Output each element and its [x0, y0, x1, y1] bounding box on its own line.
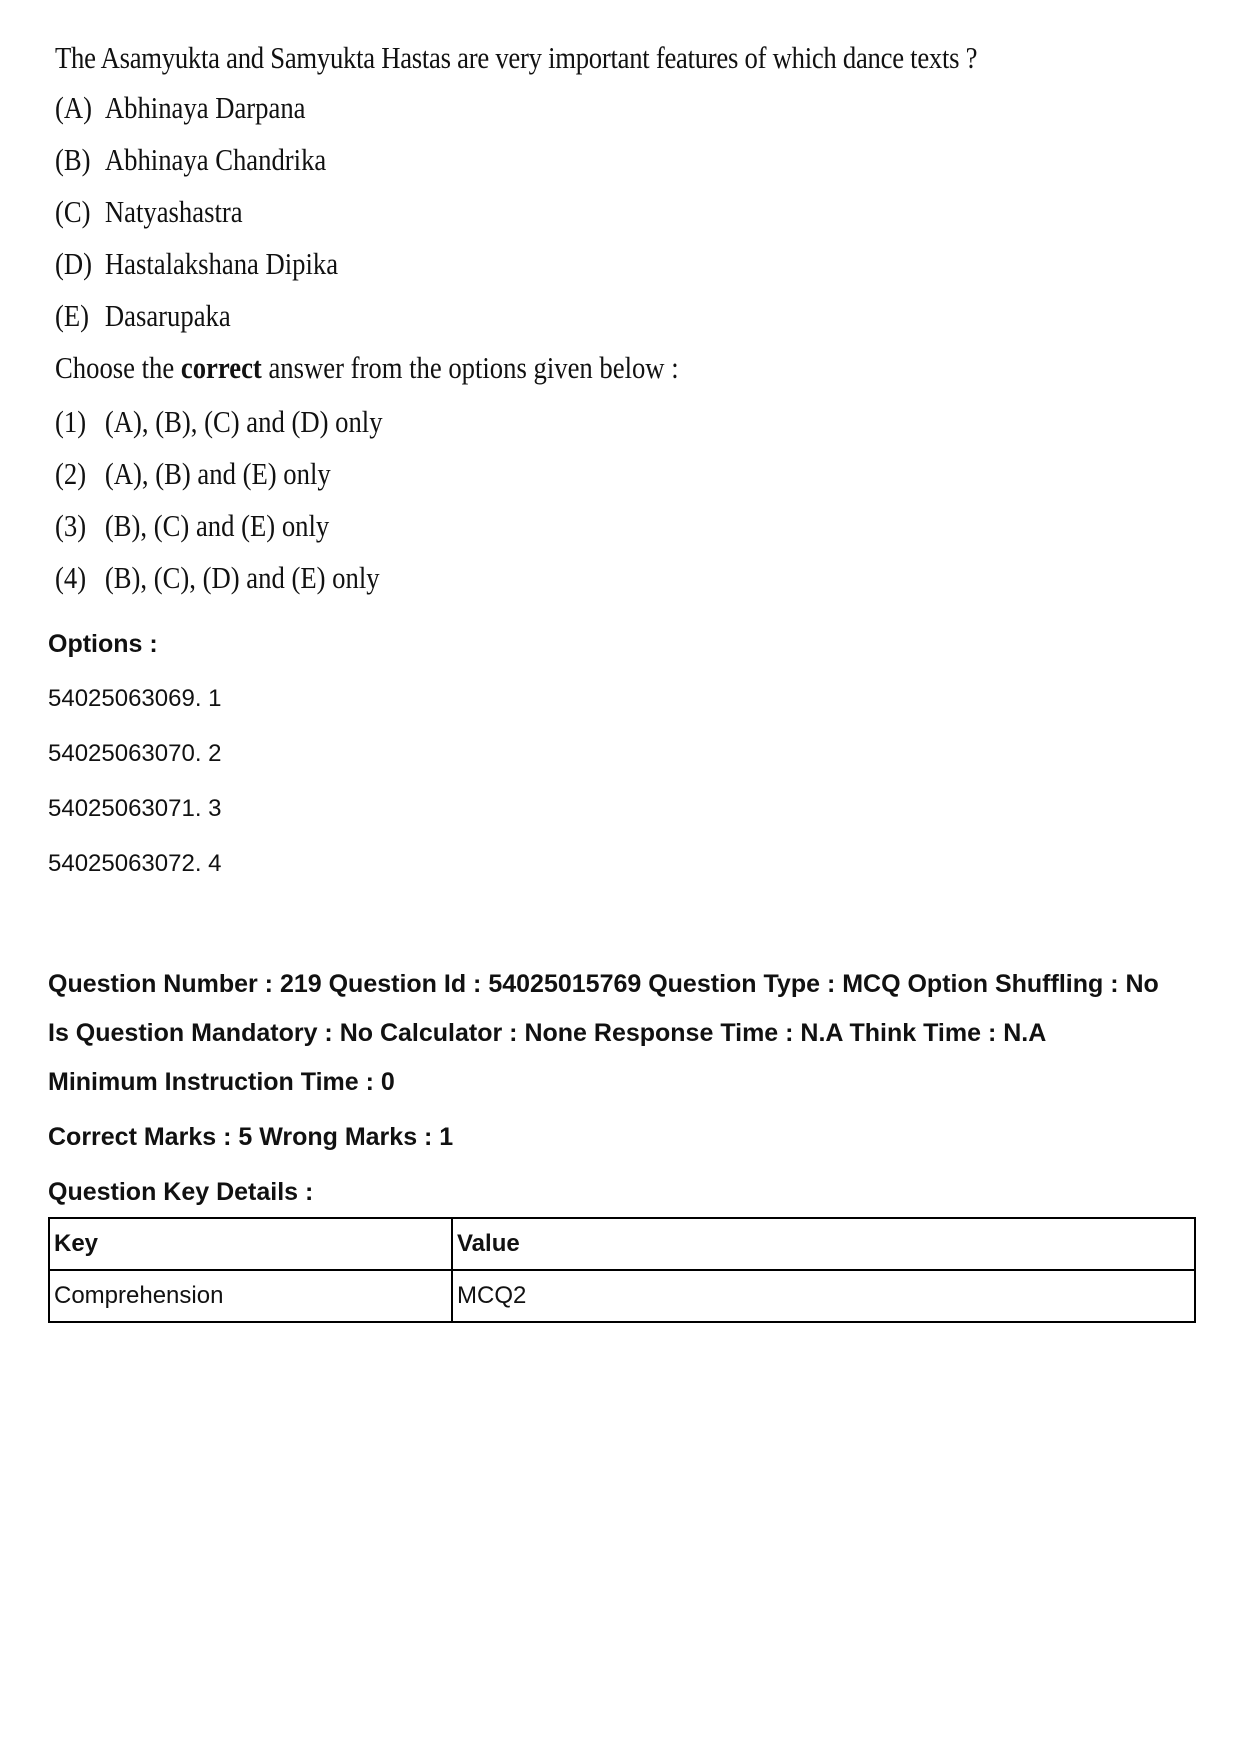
table-cell-key: Comprehension — [49, 1270, 452, 1322]
option-item-4: 54025063072. 4 — [48, 850, 222, 877]
option-item-2: 54025063070. 2 — [48, 740, 222, 767]
instruction-bold: correct — [180, 350, 262, 385]
choice-d — [55, 246, 338, 282]
choice-text: Abhinaya Chandrika — [104, 142, 327, 177]
choice-text: Dasarupaka — [104, 298, 231, 333]
choice-c — [55, 194, 243, 230]
answer-instruction — [55, 350, 679, 386]
instruction-pre: Choose the — [55, 350, 181, 385]
question-meta-line3: Minimum Instruction Time : 0 — [48, 1068, 395, 1096]
answer-3 — [55, 508, 329, 544]
answer-label: (4) — [55, 560, 87, 595]
options-heading: Options : — [48, 630, 158, 658]
choice-text: Natyashastra — [104, 194, 243, 229]
question-stem: The Asamyukta and Samyukta Hastas are very important features of which dance texts ? — [55, 40, 978, 75]
answer-text: (A), (B), (C) and (D) only — [104, 404, 383, 439]
answer-label: (1) — [55, 404, 87, 439]
table-cell-value: MCQ2 — [452, 1270, 1195, 1322]
table-row — [49, 1270, 1195, 1322]
question-key-table — [48, 1217, 1196, 1323]
table-header-value: Value — [452, 1218, 1195, 1270]
choice-e — [55, 298, 231, 334]
answer-label: (3) — [55, 508, 87, 543]
answer-text: (A), (B) and (E) only — [104, 456, 331, 491]
choice-label: (A) — [55, 90, 93, 125]
answer-text: (B), (C), (D) and (E) only — [104, 560, 380, 595]
choice-label: (C) — [55, 194, 91, 229]
answer-label: (2) — [55, 456, 87, 491]
question-meta-line1: Question Number : 219 Question Id : 54025015769 Question Type : MCQ Option Shuffling : No — [48, 970, 1159, 998]
answer-4 — [55, 560, 380, 596]
choice-text: Abhinaya Darpana — [104, 90, 306, 125]
question-image — [55, 38, 978, 595]
question-meta-line4: Correct Marks : 5 Wrong Marks : 1 — [48, 1123, 454, 1151]
answer-2 — [55, 456, 331, 492]
question-key-heading: Question Key Details : — [48, 1178, 314, 1206]
question-meta-line2: Is Question Mandatory : No Calculator : None Response Time : N.A Think Time : N.A — [48, 1019, 1047, 1047]
instruction-post: answer from the options given below : — [261, 350, 679, 385]
table-header-key: Key — [49, 1218, 452, 1270]
choice-label: (E) — [55, 298, 90, 333]
choice-label: (D) — [55, 246, 93, 281]
choice-b — [55, 142, 326, 178]
table-header-row — [49, 1218, 1195, 1270]
answer-1 — [55, 404, 383, 440]
answer-text: (B), (C) and (E) only — [104, 508, 330, 543]
choice-a — [55, 90, 305, 126]
choice-label: (B) — [55, 142, 91, 177]
option-item-1: 54025063069. 1 — [48, 685, 222, 712]
option-item-3: 54025063071. 3 — [48, 795, 222, 822]
choice-text: Hastalakshana Dipika — [104, 246, 339, 281]
